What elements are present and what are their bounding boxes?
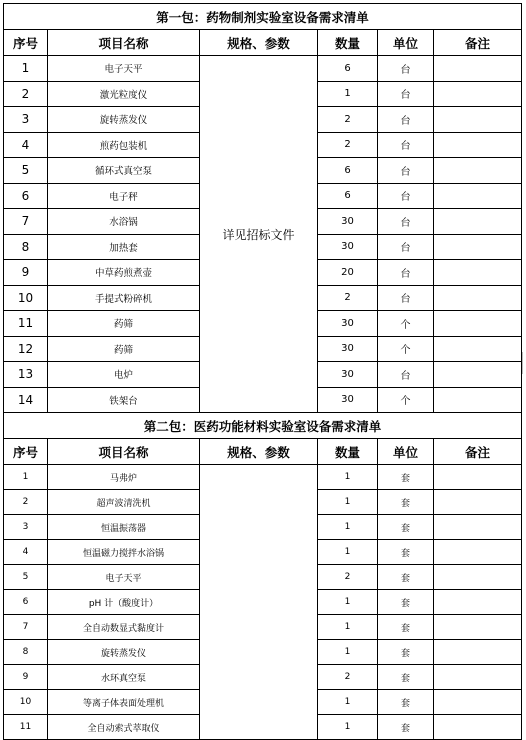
item-name: 马弗炉 — [48, 465, 200, 490]
quantity: 2 — [318, 665, 378, 690]
unit: 套 — [378, 540, 434, 565]
header-item-name: 项目名称 — [48, 30, 200, 56]
unit: 台 — [378, 260, 434, 286]
remarks — [434, 540, 522, 565]
item-name: 激光粒度仪 — [48, 81, 200, 107]
row-number: 8 — [4, 640, 48, 665]
unit: 套 — [378, 565, 434, 590]
unit: 台 — [378, 107, 434, 133]
unit: 台 — [378, 56, 434, 82]
row-number: 13 — [4, 362, 48, 388]
row-number: 6 — [4, 590, 48, 615]
section-title: 第一包：药物制剂实验室设备需求清单 — [4, 4, 522, 30]
quantity: 2 — [318, 285, 378, 311]
unit: 台 — [378, 81, 434, 107]
unit: 套 — [378, 515, 434, 540]
quantity: 1 — [318, 590, 378, 615]
remarks — [434, 81, 522, 107]
remarks — [434, 387, 522, 413]
page-edge-mark — [522, 352, 526, 374]
row-number: 11 — [4, 715, 48, 740]
quantity: 30 — [318, 209, 378, 235]
item-name: 等离子体表面处理机 — [48, 690, 200, 715]
unit: 个 — [378, 387, 434, 413]
remarks — [434, 690, 522, 715]
unit: 套 — [378, 715, 434, 740]
header-unit: 单位 — [378, 30, 434, 56]
section-title: 第二包：医药功能材料实验室设备需求清单 — [4, 413, 522, 439]
row-number: 1 — [4, 56, 48, 82]
quantity: 30 — [318, 311, 378, 337]
item-name: 旋转蒸发仪 — [48, 640, 200, 665]
item-name: 药筛 — [48, 311, 200, 337]
row-number: 9 — [4, 260, 48, 286]
remarks — [434, 183, 522, 209]
header-quantity: 数量 — [318, 30, 378, 56]
spec-merged-cell: 详见招标文件 — [200, 56, 318, 413]
quantity: 1 — [318, 81, 378, 107]
quantity: 2 — [318, 565, 378, 590]
quantity: 30 — [318, 387, 378, 413]
row-number: 8 — [4, 234, 48, 260]
header-quantity: 数量 — [318, 439, 378, 465]
row-number: 4 — [4, 540, 48, 565]
item-name: 旋转蒸发仪 — [48, 107, 200, 133]
header-unit: 单位 — [378, 439, 434, 465]
remarks — [434, 590, 522, 615]
item-name: 循环式真空泵 — [48, 158, 200, 184]
unit: 台 — [378, 285, 434, 311]
remarks — [434, 615, 522, 640]
remarks — [434, 132, 522, 158]
row-number: 7 — [4, 615, 48, 640]
remarks — [434, 362, 522, 388]
unit: 套 — [378, 490, 434, 515]
row-number: 2 — [4, 81, 48, 107]
item-name: 电子天平 — [48, 565, 200, 590]
quantity: 1 — [318, 690, 378, 715]
item-name: 电子秤 — [48, 183, 200, 209]
quantity: 1 — [318, 490, 378, 515]
remarks — [434, 640, 522, 665]
remarks — [434, 715, 522, 740]
unit: 套 — [378, 690, 434, 715]
row-number: 5 — [4, 565, 48, 590]
row-number: 4 — [4, 132, 48, 158]
row-number: 5 — [4, 158, 48, 184]
remarks — [434, 515, 522, 540]
quantity: 1 — [318, 465, 378, 490]
row-number: 9 — [4, 665, 48, 690]
quantity: 1 — [318, 640, 378, 665]
quantity: 2 — [318, 107, 378, 133]
header-remarks: 备注 — [434, 30, 522, 56]
item-name: 手提式粉碎机 — [48, 285, 200, 311]
header-spec: 规格、参数 — [200, 30, 318, 56]
unit: 台 — [378, 158, 434, 184]
quantity: 1 — [318, 540, 378, 565]
quantity: 6 — [318, 158, 378, 184]
item-name: pH 计（酸度计） — [48, 590, 200, 615]
item-name: 全自动数显式黏度计 — [48, 615, 200, 640]
header-item-name: 项目名称 — [48, 439, 200, 465]
header-remarks: 备注 — [434, 439, 522, 465]
row-number: 1 — [4, 465, 48, 490]
item-name: 药筛 — [48, 336, 200, 362]
quantity: 30 — [318, 336, 378, 362]
item-name: 恒温磁力搅拌水浴锅 — [48, 540, 200, 565]
item-name: 电子天平 — [48, 56, 200, 82]
row-number: 10 — [4, 690, 48, 715]
row-number: 7 — [4, 209, 48, 235]
unit: 套 — [378, 665, 434, 690]
remarks — [434, 665, 522, 690]
unit: 套 — [378, 465, 434, 490]
row-number: 6 — [4, 183, 48, 209]
remarks — [434, 56, 522, 82]
remarks — [434, 260, 522, 286]
item-name: 中草药煎煮壶 — [48, 260, 200, 286]
remarks — [434, 158, 522, 184]
remarks — [434, 565, 522, 590]
remarks — [434, 285, 522, 311]
quantity: 1 — [318, 515, 378, 540]
remarks — [434, 336, 522, 362]
quantity: 1 — [318, 715, 378, 740]
item-name: 煎药包装机 — [48, 132, 200, 158]
remarks — [434, 465, 522, 490]
item-name: 全自动索式萃取仪 — [48, 715, 200, 740]
unit: 套 — [378, 615, 434, 640]
item-name: 水环真空泵 — [48, 665, 200, 690]
row-number: 3 — [4, 107, 48, 133]
row-number: 11 — [4, 311, 48, 337]
table-row — [4, 56, 522, 82]
remarks — [434, 209, 522, 235]
header-spec: 规格、参数 — [200, 439, 318, 465]
item-name: 铁架台 — [48, 387, 200, 413]
row-number: 2 — [4, 490, 48, 515]
quantity: 6 — [318, 56, 378, 82]
quantity: 6 — [318, 183, 378, 209]
quantity: 30 — [318, 362, 378, 388]
item-name: 加热套 — [48, 234, 200, 260]
table-row — [4, 465, 522, 490]
quantity: 1 — [318, 615, 378, 640]
unit: 台 — [378, 132, 434, 158]
equipment-table-package-1 — [3, 3, 522, 413]
unit: 台 — [378, 183, 434, 209]
equipment-table-package-2 — [3, 413, 522, 740]
header-no: 序号 — [4, 439, 48, 465]
item-name: 恒温振荡器 — [48, 515, 200, 540]
item-name: 水浴锅 — [48, 209, 200, 235]
row-number: 3 — [4, 515, 48, 540]
remarks — [434, 107, 522, 133]
unit: 套 — [378, 590, 434, 615]
row-number: 14 — [4, 387, 48, 413]
unit: 个 — [378, 336, 434, 362]
header-no: 序号 — [4, 30, 48, 56]
row-number: 10 — [4, 285, 48, 311]
unit: 台 — [378, 209, 434, 235]
document-page — [3, 3, 521, 740]
quantity: 2 — [318, 132, 378, 158]
remarks — [434, 311, 522, 337]
unit: 台 — [378, 234, 434, 260]
spec-merged-cell — [200, 465, 318, 740]
remarks — [434, 234, 522, 260]
row-number: 12 — [4, 336, 48, 362]
unit: 套 — [378, 640, 434, 665]
item-name: 电炉 — [48, 362, 200, 388]
quantity: 30 — [318, 234, 378, 260]
unit: 个 — [378, 311, 434, 337]
unit: 台 — [378, 362, 434, 388]
item-name: 超声波清洗机 — [48, 490, 200, 515]
remarks — [434, 490, 522, 515]
quantity: 20 — [318, 260, 378, 286]
